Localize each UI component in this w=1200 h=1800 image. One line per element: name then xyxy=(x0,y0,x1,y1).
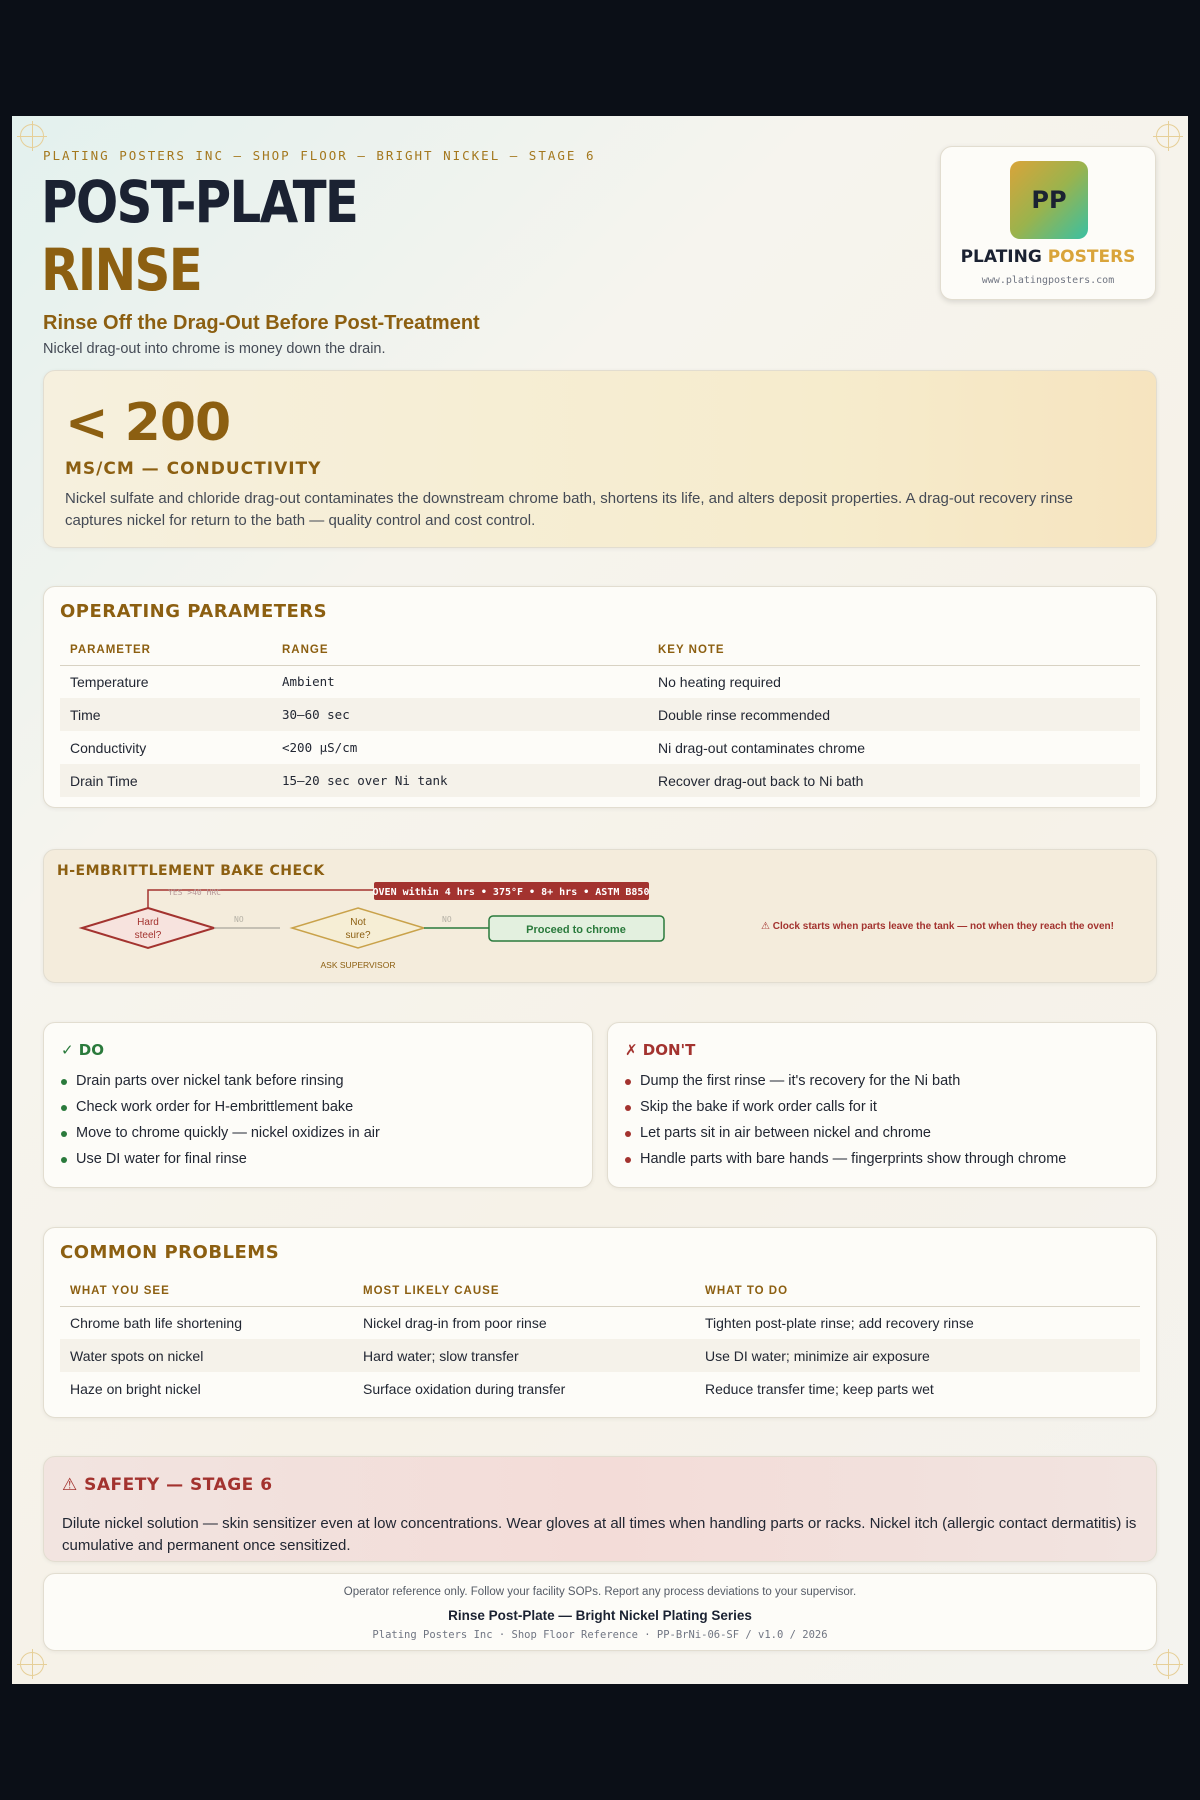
logo-name xyxy=(941,247,1155,267)
not-sure-label-2: sure? xyxy=(345,930,371,941)
dont-title: ✗ DON'T xyxy=(625,1041,696,1059)
footer-series-title: Rinse Post-Plate — Bright Nickel Plating Series xyxy=(448,1608,752,1623)
hero-description: Nickel sulfate and chloride drag-out contaminates the downstream chrome bath, shortens its life, and alters deposit properties. A drag-out recovery rinse captures nickel for return to the bath — quality control and cost control. xyxy=(65,490,1074,529)
list-item xyxy=(61,1073,344,1089)
parameters-title: OPERATING PARAMETERS xyxy=(60,601,328,622)
not-sure-label: Not xyxy=(350,917,366,928)
list-item xyxy=(61,1151,247,1167)
list-item xyxy=(61,1099,353,1115)
bake-check-card xyxy=(43,849,1157,983)
footer-disclaimer: Operator reference only. Follow your facility SOPs. Report any process deviations to your supervisor. xyxy=(343,1586,857,1598)
safety-text: Dilute nickel solution — skin sensitizer even at low concentrations. Wear gloves at all times when handling parts or racks. Nickel itch (allergic contact dermatitis) is cumulative and permanent once sensitized. xyxy=(62,1515,1137,1554)
parameters-table xyxy=(60,635,1140,797)
problems-table xyxy=(60,1276,1140,1405)
logo-card xyxy=(940,146,1156,300)
tagline: Nickel drag-out into chrome is money down the drain. xyxy=(43,341,386,357)
bullet-icon xyxy=(625,1105,631,1111)
table-row xyxy=(60,731,1140,764)
table-row xyxy=(60,698,1140,731)
oven-label: OVEN within 4 hrs • 375°F • 8+ hrs • ASTM B850 xyxy=(372,887,650,898)
table-cell: Time xyxy=(60,698,272,731)
column-header: PARAMETER xyxy=(60,635,272,665)
table-cell: Conductivity xyxy=(70,739,147,756)
table-cell: Surface oxidation during transfer xyxy=(363,1380,566,1397)
bake-check-title: H-EMBRITTLEMENT BAKE CHECK xyxy=(57,863,325,879)
bullet-icon xyxy=(61,1105,67,1111)
kicker: PLATING POSTERS INC — SHOP FLOOR — BRIGHT NICKEL — STAGE 6 xyxy=(43,148,596,163)
no-label-1: NO xyxy=(234,915,244,924)
list-item xyxy=(625,1099,877,1115)
list-item-text: Move to chrome quickly — nickel oxidizes in air xyxy=(76,1125,380,1141)
bullet-icon xyxy=(61,1157,67,1163)
bullet-icon xyxy=(625,1131,631,1137)
table-cell: Double rinse recommended xyxy=(648,698,1140,731)
logo-name-part-2: POSTERS xyxy=(1047,247,1136,267)
logo-url: www.platingposters.com xyxy=(981,275,1115,286)
table-cell: Drain Time xyxy=(60,764,272,797)
list-item xyxy=(625,1151,1066,1167)
table-header-row xyxy=(60,1276,1140,1306)
logo-mark-icon: PP xyxy=(1010,161,1088,239)
table-cell: Hard water; slow transfer xyxy=(353,1339,695,1372)
bullet-icon xyxy=(625,1157,631,1163)
list-item-text: Handle parts with bare hands — fingerprints show through chrome xyxy=(640,1151,1067,1167)
table-row xyxy=(60,665,1140,698)
table-cell: Use DI water; minimize air exposure xyxy=(695,1339,1140,1372)
column-header: WHAT YOU SEE xyxy=(60,1276,353,1306)
hero-card xyxy=(43,370,1157,548)
table-cell: No heating required xyxy=(658,673,781,690)
hero-value: < 200 xyxy=(65,393,231,453)
table-row xyxy=(60,764,1140,797)
list-item-text: Dump the first rinse — it's recovery for the Ni bath xyxy=(640,1073,961,1089)
column-header: MOST LIKELY CAUSE xyxy=(353,1276,695,1306)
hard-steel-label: Hard xyxy=(137,917,159,928)
do-card xyxy=(43,1022,593,1188)
list-item-text: Check work order for H-embrittlement bake xyxy=(76,1099,354,1115)
crosshair-top-right-icon xyxy=(1156,124,1180,148)
table-cell: Reduce transfer time; keep parts wet xyxy=(705,1380,934,1397)
table-cell: 15–20 sec over Ni tank xyxy=(272,764,648,797)
bake-warning-note: ⚠ Clock starts when parts leave the tank — not when they reach the oven! xyxy=(761,921,1114,932)
table-row xyxy=(60,1306,1140,1339)
bullet-icon xyxy=(61,1131,67,1137)
problems-card xyxy=(43,1227,1157,1418)
table-cell: 30–60 sec xyxy=(272,698,648,731)
list-item xyxy=(625,1073,960,1089)
table-cell: Tighten post-plate rinse; add recovery rinse xyxy=(705,1314,974,1331)
list-item xyxy=(625,1125,931,1141)
table-cell: Water spots on nickel xyxy=(60,1339,353,1372)
no-label-2: NO xyxy=(442,915,452,924)
column-header: KEY NOTE xyxy=(648,635,1140,665)
table-header-row xyxy=(60,635,1140,665)
table-cell: Haze on bright nickel xyxy=(70,1380,201,1397)
safety-title: ⚠ SAFETY — STAGE 6 xyxy=(62,1475,273,1495)
bullet-icon xyxy=(625,1079,631,1085)
hard-steel-label-2: steel? xyxy=(134,930,162,941)
table-cell: <200 µS/cm xyxy=(282,740,358,755)
ask-supervisor-label: ASK SUPERVISOR xyxy=(320,960,396,970)
footer-reference-code: Plating Posters Inc · Shop Floor Reference · PP-BrNi-06-SF / v1.0 / 2026 xyxy=(372,1629,828,1641)
list-item xyxy=(61,1125,380,1141)
logo-name-part-1: PLATING xyxy=(960,247,1042,267)
bake-check-flowchart xyxy=(44,850,744,984)
hero-unit: MS/CM — CONDUCTIVITY xyxy=(65,459,322,479)
page-subtitle: Rinse Off the Drag-Out Before Post-Treatment xyxy=(43,312,480,334)
table-cell: Chrome bath life shortening xyxy=(70,1314,242,1331)
table-cell: Temperature xyxy=(70,673,149,690)
table-cell: Ambient xyxy=(282,674,335,690)
do-title: ✓ DO xyxy=(61,1041,104,1059)
list-item-text: Let parts sit in air between nickel and chrome xyxy=(640,1125,931,1141)
bullet-icon xyxy=(61,1079,67,1085)
column-header: WHAT TO DO xyxy=(695,1276,1140,1306)
list-item-text: Use DI water for final rinse xyxy=(76,1151,247,1167)
parameters-card xyxy=(43,586,1157,808)
list-item-text: Drain parts over nickel tank before rinsing xyxy=(76,1073,344,1089)
table-cell: Ni drag-out contaminates chrome xyxy=(658,739,865,756)
footer-card xyxy=(43,1573,1157,1651)
crosshair-top-left-icon xyxy=(20,124,44,148)
problems-title: COMMON PROBLEMS xyxy=(60,1242,280,1263)
page-title-line-1: POST-PLATE xyxy=(41,168,358,236)
table-row xyxy=(60,1339,1140,1372)
yes-label: YES >40 HRC xyxy=(168,888,221,897)
column-header: RANGE xyxy=(272,635,648,665)
table-cell: Recover drag-out back to Ni bath xyxy=(648,764,1140,797)
crosshair-bottom-left-icon xyxy=(20,1652,44,1676)
crosshair-bottom-right-icon xyxy=(1156,1652,1180,1676)
table-row xyxy=(60,1372,1140,1405)
dont-card xyxy=(607,1022,1157,1188)
not-sure-diamond xyxy=(292,908,424,948)
poster xyxy=(12,116,1188,1684)
page-title-line-2: RINSE xyxy=(41,236,202,304)
hard-steel-diamond xyxy=(82,908,214,948)
list-item-text: Skip the bake if work order calls for it xyxy=(640,1099,877,1115)
safety-card xyxy=(43,1456,1157,1562)
proceed-label: Proceed to chrome xyxy=(526,924,626,936)
table-cell: Nickel drag-in from poor rinse xyxy=(363,1314,547,1331)
